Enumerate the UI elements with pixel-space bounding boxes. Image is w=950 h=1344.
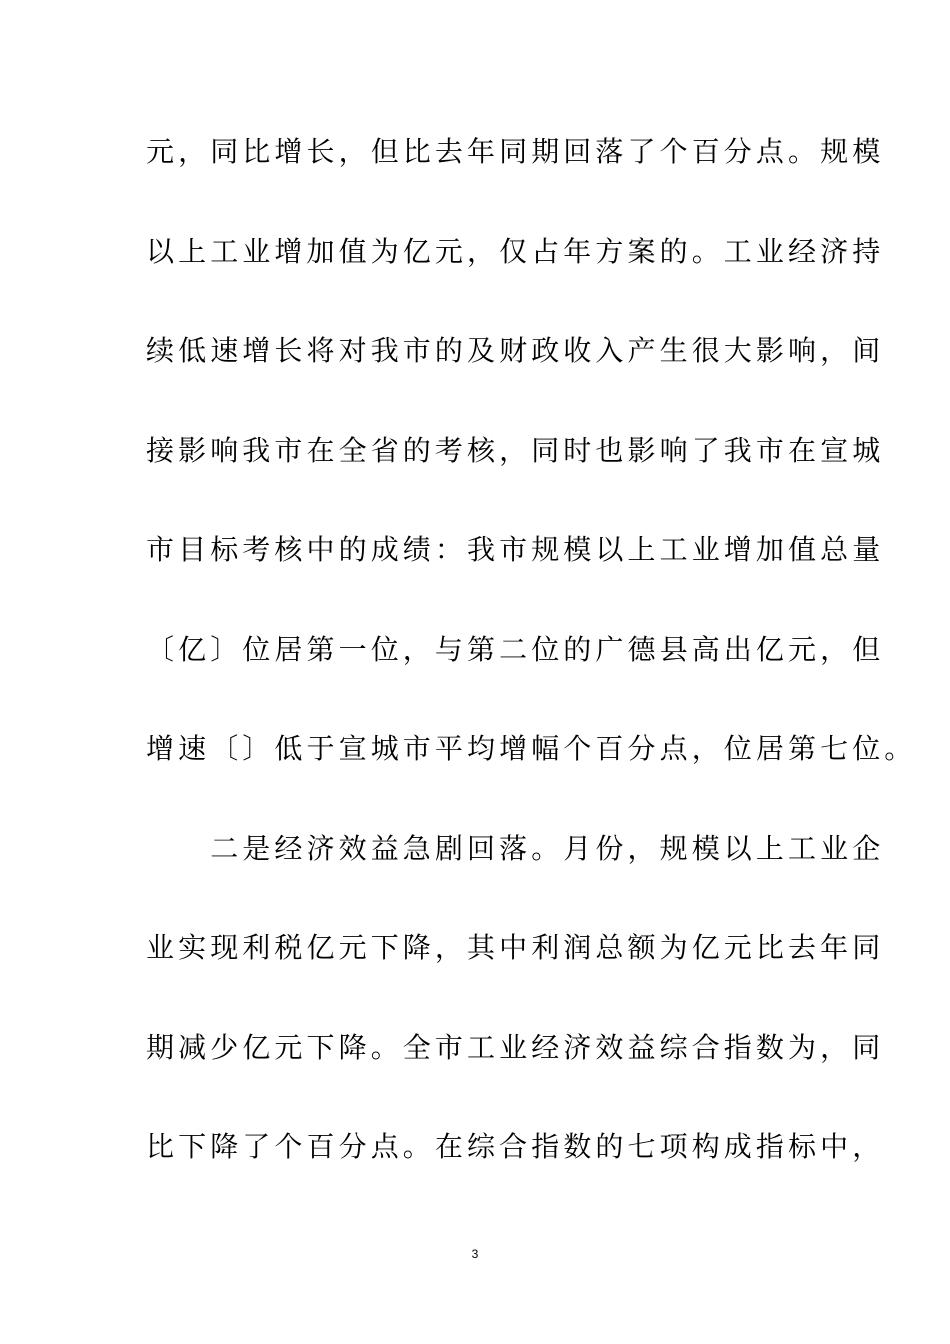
page-number: 3	[471, 1247, 479, 1261]
text-line-4: 接影响我市在全省的考核，同时也影响了我市在宣城	[146, 433, 885, 467]
text-line-3: 续低速增长将对我市的及财政收入产生很大影响，间	[146, 334, 885, 367]
text-line-2: 以上工业增加值为亿元，仅占年方案的。工业经济持	[146, 234, 885, 268]
text-line-9: 业实现利税亿元下降，其中利润总额为亿元比去年同	[146, 931, 885, 964]
text-line-11: 比下降了个百分点。在综合指数的七项构成指标中，	[146, 1130, 885, 1163]
text-line-8: 二是经济效益急剧回落。月份，规模以上工业企	[146, 831, 885, 865]
text-line-6: 〔亿〕位居第一位，与第二位的广德县高出亿元，但	[146, 632, 885, 666]
text-line-7: 增速〔〕低于宣城市平均增幅个百分点，位居第七位。	[146, 732, 917, 765]
body-text	[146, 124, 917, 1219]
text-line-5: 市目标考核中的成绩：我市规模以上工业增加值总量	[146, 533, 885, 566]
text-line-10: 期减少亿元下降。全市工业经济效益综合指数为，同	[146, 1030, 885, 1064]
text-line-1: 元，同比增长，但比去年同期回落了个百分点。规模	[146, 135, 885, 168]
